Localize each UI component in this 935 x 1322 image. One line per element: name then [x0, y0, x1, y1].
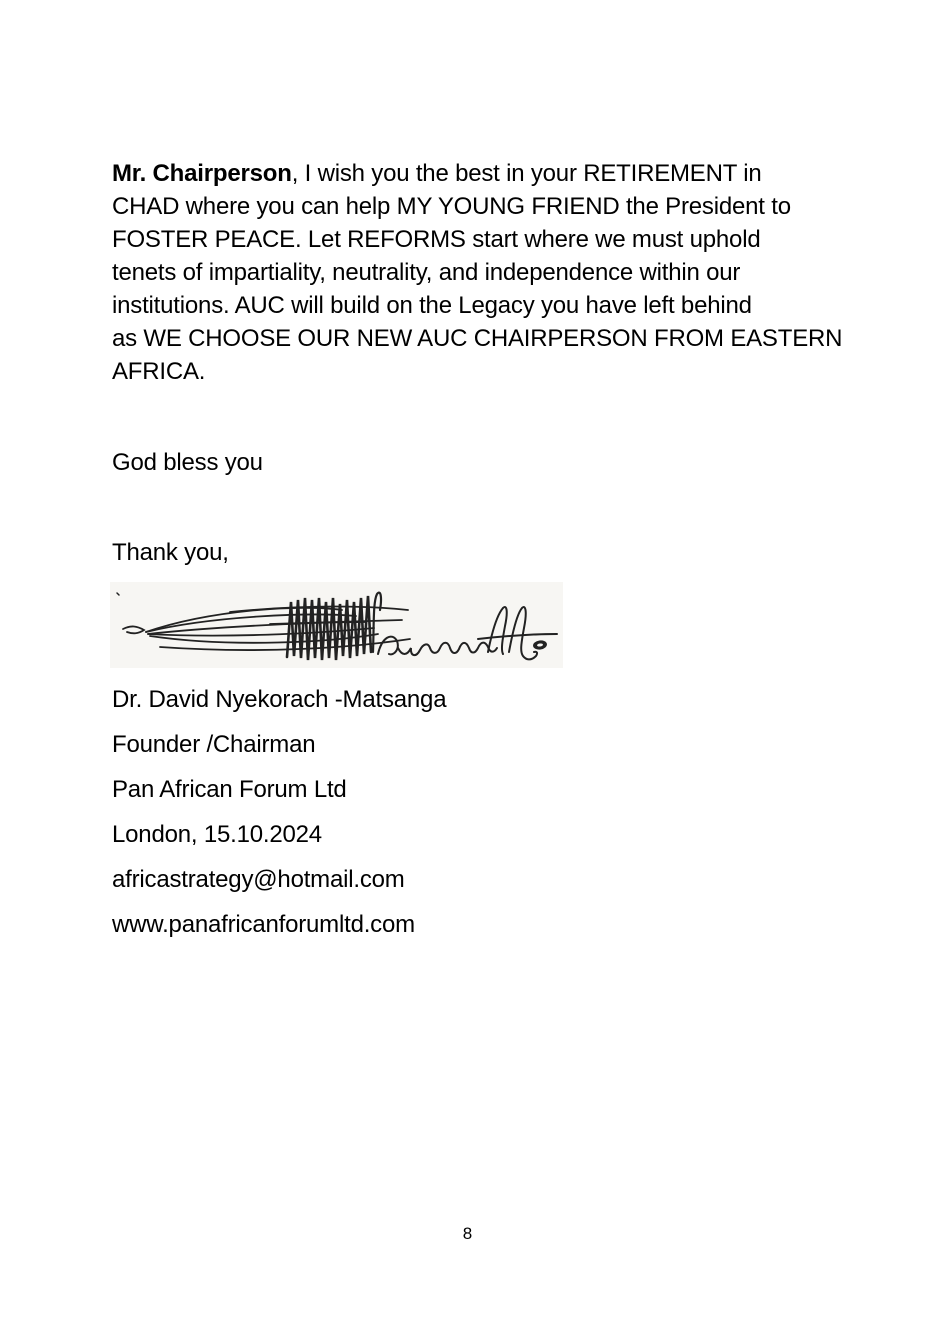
signer-name: Dr. David Nyekorach -Matsanga [112, 686, 447, 713]
paragraph-line-5: institutions. AUC will build on the Legacy you have left behind [112, 292, 752, 319]
signer-organization: Pan African Forum Ltd [112, 776, 347, 803]
paragraph-line-7: AFRICA. [112, 358, 206, 385]
page-number: 8 [462, 1224, 473, 1243]
paragraph-line-6: as WE CHOOSE OUR NEW AUC CHAIRPERSON FROM EASTERN [112, 325, 843, 352]
paragraph-line-2: CHAD where you can help MY YOUNG FRIEND the President to [112, 193, 791, 220]
paragraph-line-4: tenets of impartiality, neutrality, and independence within our [112, 259, 741, 286]
paragraph-line-1-rest: , I wish you the best in your RETIREMENT in [291, 160, 762, 187]
body-paragraph [112, 157, 843, 388]
paragraph-line-1 [112, 157, 832, 190]
signature-image [110, 582, 563, 668]
signer-title: Founder /Chairman [112, 731, 316, 758]
closing-text: Thank you, [112, 539, 229, 566]
signature-block [112, 688, 446, 958]
signer-website: www.panafricanforumltd.com [112, 911, 415, 938]
signer-place-date: London, 15.10.2024 [112, 821, 322, 848]
paragraph-line-3: FOSTER PEACE. Let REFORMS start where we must uphold [112, 226, 761, 253]
blessing-text: God bless you [112, 449, 263, 476]
salutation-bold: Mr. Chairperson [112, 160, 292, 187]
signer-email: africastrategy@hotmail.com [112, 866, 405, 893]
